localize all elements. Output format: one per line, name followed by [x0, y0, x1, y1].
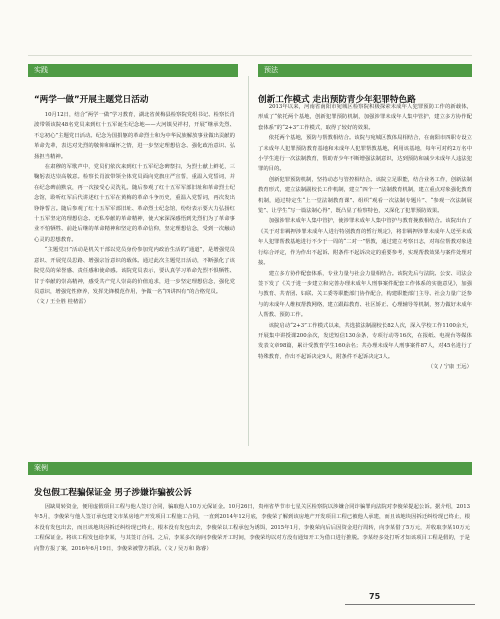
footer-rule: [345, 604, 475, 605]
left-paragraph: “主题党日”活动是机关干部以党员身份参加党内政治生活的“通道”，是增强党员意识、开展党员思路、增强宗旨意识的载体。通过此次主题党日活动，不断强化了该院党员的荣誉感、责任感和使命感。该院党员表示，要认真学习革命先烈不惧牺牲、甘于奉献的崇高精神，感受共产党人崇高的价值追求，进一步坚定理想信念，强化党员意识，增强党性修养，发挥先锋模范作用，争做一名“四讲四有”的合格党员。: [34, 247, 235, 295]
left-article-body: [34, 110, 235, 450]
right-paragraph: 创新犯罪预防机制，坚持动态与管控相结合。该院立足职能，结合业务工作，创新法制教育形式，建立法制副校长工作机制，建立“四个一”法制教育机制，建立重点对象强化教育机制，通过特定生“上一堂法制教育课”、组织“观看一次法制专题片”、“参观一次法制展览”、让学生“写一篇法制心得”，既凸显了检察特色，又深化了犯罪预防效果。: [258, 176, 472, 215]
case-paragraph-text: 因缺周转资金，便用虚假项目工程与他人签订合同，骗取他人10万元保证金。10月26日，贵州省毕节市七星关区检察院以涉嫌合同诈骗罪向法院对李俊荣提起公诉。据介绍，2013年5月，李俊荣与他人签订承包建文市某房地产开发项目工程施工合同，一直到2014年12月底，李俊荣了解到该房地产开发项目工程已被他人承建，而且该地块因拆迁纠纷现已终止，根本没有发包出去，而且该地块因拆迁纠纷现已终止，根本没有发包出去，李俊荣以工程承包为诱饵，2015年1月，李俊荣向后后因资金进行周转，向李某借了5万元，并收取李某10万元工程保证金。将该工程发包给李某，与其签订合同。之后，李某多次询问李俊荣开工时间，李俊荣均以对方没有通知开工为借口进行推脱。李某经多处打听才知该项目工程是假的，于是向警方报了案，2016年6月19日，李俊荣被警方抓获。: [34, 504, 470, 552]
right-paragraph: 建立多方协作配套体系，专业力量与社会力量相结合。该院先后与法院、公安、司法会签下发了《关于进一步建立和完善办理未成年人刑事案件配套工作体系的实施意见》，加强与教育、共青团、妇联、关工委等职能部门协作配合，构建职能部门主导、社会力量广泛参与的未成年人维权帮教网络，建立跟踪教育、社区矫正、心理辅导等机制，努力做好未成年人帮教、预防工作。: [258, 270, 472, 319]
case-article-body: [34, 502, 470, 586]
case-article-caption: （文 / 吴万和 陈睿）: [164, 545, 212, 552]
right-article-body: [258, 102, 472, 462]
column-divider: [248, 76, 249, 446]
right-section-label: 预法: [258, 64, 472, 77]
page-number: 75: [369, 592, 381, 601]
left-paragraph: 在肃穆的军歌声中，党员们依次来到红十五军纪念碑祭扫，为烈士献上鲜花，三鞠躬表达崇高敬意。检察长肖波带领全体党员面向党旗庄严宣誓，重温入党誓词，并在纪念碑前默哀，再一次接受心灵洗礼。随后参观了红十五军军部旧址和革命烈士纪念馆，聆听红军后代讲述红十五军在黄梅的革命斗争历史，重温入党誓词，再次发出铮铮誓言。随后参观了红十五军军部旧址、革命烈士纪念馆，纷纷表示要大力弘扬红十五军坚定的理想信念、无私奉献的革命精神，使大家深深感悟到先烈们为了革命事业不怕牺牲、前赴后继的革命精神和坚定的革命信仰，坚定理想信念，受到一次触动心灵的思想教育。: [34, 164, 235, 243]
left-article-caption: （文 / 王全胜 桂楮雷）: [34, 299, 89, 306]
case-article-title: 发包假工程骗保证金 男子涉嫌诈骗被公诉: [34, 488, 192, 498]
right-paragraph: 2013年以来，河南省南阳市宛城区检察院积极探索未成年人犯罪预防工作的新载体，形成了“依托两个基地，创新犯罪预防机制，加强涉罪未成年人集中管护，建立多方协作配套体系”的“2+3”工作模式，取得了较好的效果。: [258, 104, 472, 131]
left-section-label: 实践: [28, 64, 238, 77]
right-paragraph: 加强涉罪未成年人集中管护，使涉罪未成年人集中管护与教育挽救相结合。该院出台了《关于对非羁押涉罪未成年人进行特别教育的暂行规定》，将非羁押涉罪未成年人送至未成年人犯罪帮教基地进行不少于一周的“二对一”帮教，通过建立考察日志，对每位帮教对象进行综合评定，作为作出不起诉、附条件不起诉决定的重要参考，实现帮教效果与案件处理对接。: [258, 218, 472, 267]
right-article-title: 创新工作模式 走出预防青少年犯罪特色路: [258, 95, 416, 105]
left-article-title: “两学一做”开展主题党日活动: [34, 95, 149, 105]
right-paragraph: 该院启动“2+3”工作模式以来，共选拔法制副校长82人次，深入学校工作1100余天，开展集中讲授课200余次，发送短信130余条，专项行动等16次，在报纸、电视台等媒体发表文章98篇，累计受教育学生160余名；共办理未成年人刑事案件87人，对45名进行了特殊教育，作出不起诉决定9人，附条件不起诉决定3人。: [258, 322, 472, 360]
left-paragraph: 10月12日，结合“两学一做”学习教育，湖北省黄梅县检察院党组书记、检察长肖波带领该院48名党员来到红十五军诞生纪念地——大河镇吴祥村，开展“继承先烈、不忘初心”主题党日活动。纪念为国捐躯的革命烈士和为中华民族解放事业做出贡献的革命先辈，表达对先烈的敬仰和缅怀之情，进一步坚定理想信念、强化政治意识、弘扬担当精神。: [34, 112, 235, 160]
right-article-caption: （文 / 宁康 王远）: [427, 364, 472, 371]
right-paragraph: 依托两个基地，预防与帮教相结合。该院与宛城区教体局相结合，在南阳市四职专设立了未成年人犯罪预防教育基地和未成年人犯罪帮教基地，利用该基地，每年可对约2万名中小学生进行一次法制教育，帮助青少年不断增强法制意识，达到预防和减少未成年人违法犯罪的目的。: [258, 135, 472, 173]
case-section-label: 案例: [28, 462, 472, 475]
case-paragraph: [34, 502, 470, 554]
header-rule: [28, 55, 472, 56]
